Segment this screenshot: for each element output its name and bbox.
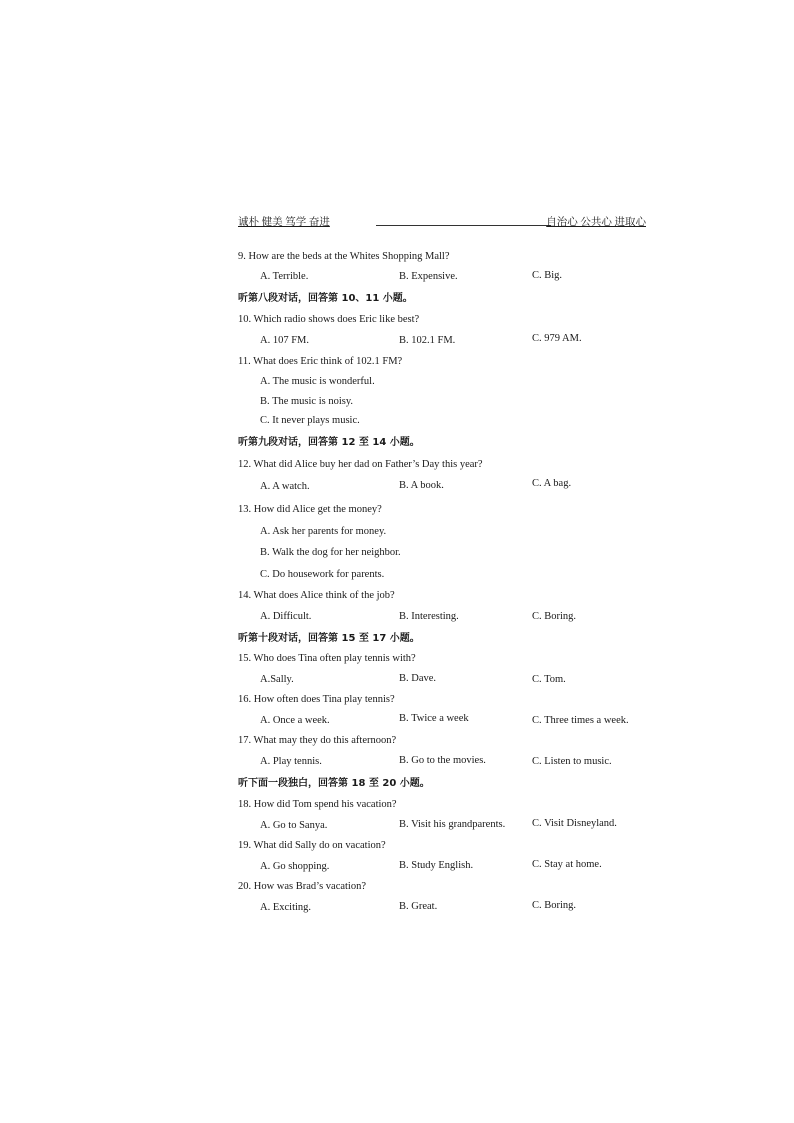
option-16a: A. Once a week. bbox=[260, 715, 330, 726]
option-12b: B. A book. bbox=[399, 480, 444, 491]
question-9: 9. How are the beds at the Whites Shopping Mall? bbox=[238, 251, 450, 262]
option-13a: A. Ask her parents for money. bbox=[260, 526, 387, 537]
option-9a: A. Terrible. bbox=[260, 271, 309, 282]
option-14b: B. Interesting. bbox=[399, 611, 459, 622]
option-17c: C. Listen to music. bbox=[532, 756, 612, 767]
option-13c: C. Do housework for parents. bbox=[260, 569, 385, 580]
option-16b: B. Twice a week bbox=[399, 713, 469, 724]
option-19a: A. Go shopping. bbox=[260, 861, 330, 872]
option-15c: C. Tom. bbox=[532, 674, 566, 685]
question-11: 11. What does Eric think of 102.1 FM? bbox=[238, 356, 403, 367]
option-18a: A. Go to Sanya. bbox=[260, 820, 328, 831]
option-10c: C. 979 AM. bbox=[532, 333, 582, 344]
option-20b: B. Great. bbox=[399, 901, 438, 912]
option-9b: B. Expensive. bbox=[399, 271, 458, 282]
question-10: 10. Which radio shows does Eric like best? bbox=[238, 314, 420, 325]
option-17a: A. Play tennis. bbox=[260, 756, 322, 767]
question-20: 20. How was Brad’s vacation? bbox=[238, 881, 367, 892]
option-11c: C. It never plays music. bbox=[260, 415, 360, 426]
section-heading-10: 听第十段对话，回答第 15 至 17 小题。 bbox=[238, 633, 420, 644]
option-10b: B. 102.1 FM. bbox=[399, 335, 456, 346]
page-header bbox=[238, 212, 646, 232]
header-rule bbox=[376, 225, 551, 226]
option-14a: A. Difficult. bbox=[260, 611, 312, 622]
option-19b: B. Study English. bbox=[399, 860, 474, 871]
option-18c: C. Visit Disneyland. bbox=[532, 818, 617, 829]
question-13: 13. How did Alice get the money? bbox=[238, 504, 382, 515]
option-15a: A.Sally. bbox=[260, 674, 294, 685]
question-14: 14. What does Alice think of the job? bbox=[238, 590, 395, 601]
question-15: 15. Who does Tina often play tennis with? bbox=[238, 653, 416, 664]
option-16c: C. Three times a week. bbox=[532, 715, 629, 726]
question-17: 17. What may they do this afternoon? bbox=[238, 735, 397, 746]
option-14c: C. Boring. bbox=[532, 611, 577, 622]
header-motto-right: 自治心 公共心 进取心 bbox=[546, 217, 646, 228]
option-13b: B. Walk the dog for her neighbor. bbox=[260, 547, 401, 558]
section-heading-monologue: 听下面一段独白，回答第 18 至 20 小题。 bbox=[238, 778, 430, 789]
section-heading-8: 听第八段对话，回答第 10、11 小题。 bbox=[238, 293, 413, 304]
option-12a: A. A watch. bbox=[260, 481, 310, 492]
option-11b: B. The music is noisy. bbox=[260, 396, 354, 407]
option-17b: B. Go to the movies. bbox=[399, 755, 486, 766]
section-heading-9: 听第九段对话，回答第 12 至 14 小题。 bbox=[238, 437, 420, 448]
option-15b: B. Dave. bbox=[399, 673, 437, 684]
header-motto-left: 诚朴 健美 笃学 奋进 bbox=[238, 217, 330, 228]
option-12c: C. A bag. bbox=[532, 478, 572, 489]
option-19c: C. Stay at home. bbox=[532, 859, 602, 870]
question-16: 16. How often does Tina play tennis? bbox=[238, 694, 395, 705]
option-20c: C. Boring. bbox=[532, 900, 577, 911]
option-9c: C. Big. bbox=[532, 270, 563, 281]
option-20a: A. Exciting. bbox=[260, 902, 312, 913]
question-19: 19. What did Sally do on vacation? bbox=[238, 840, 386, 851]
question-18: 18. How did Tom spend his vacation? bbox=[238, 799, 397, 810]
option-11a: A. The music is wonderful. bbox=[260, 376, 375, 387]
question-12: 12. What did Alice buy her dad on Father’s Day this year? bbox=[238, 459, 483, 470]
option-10a: A. 107 FM. bbox=[260, 335, 310, 346]
option-18b: B. Visit his grandparents. bbox=[399, 819, 506, 830]
